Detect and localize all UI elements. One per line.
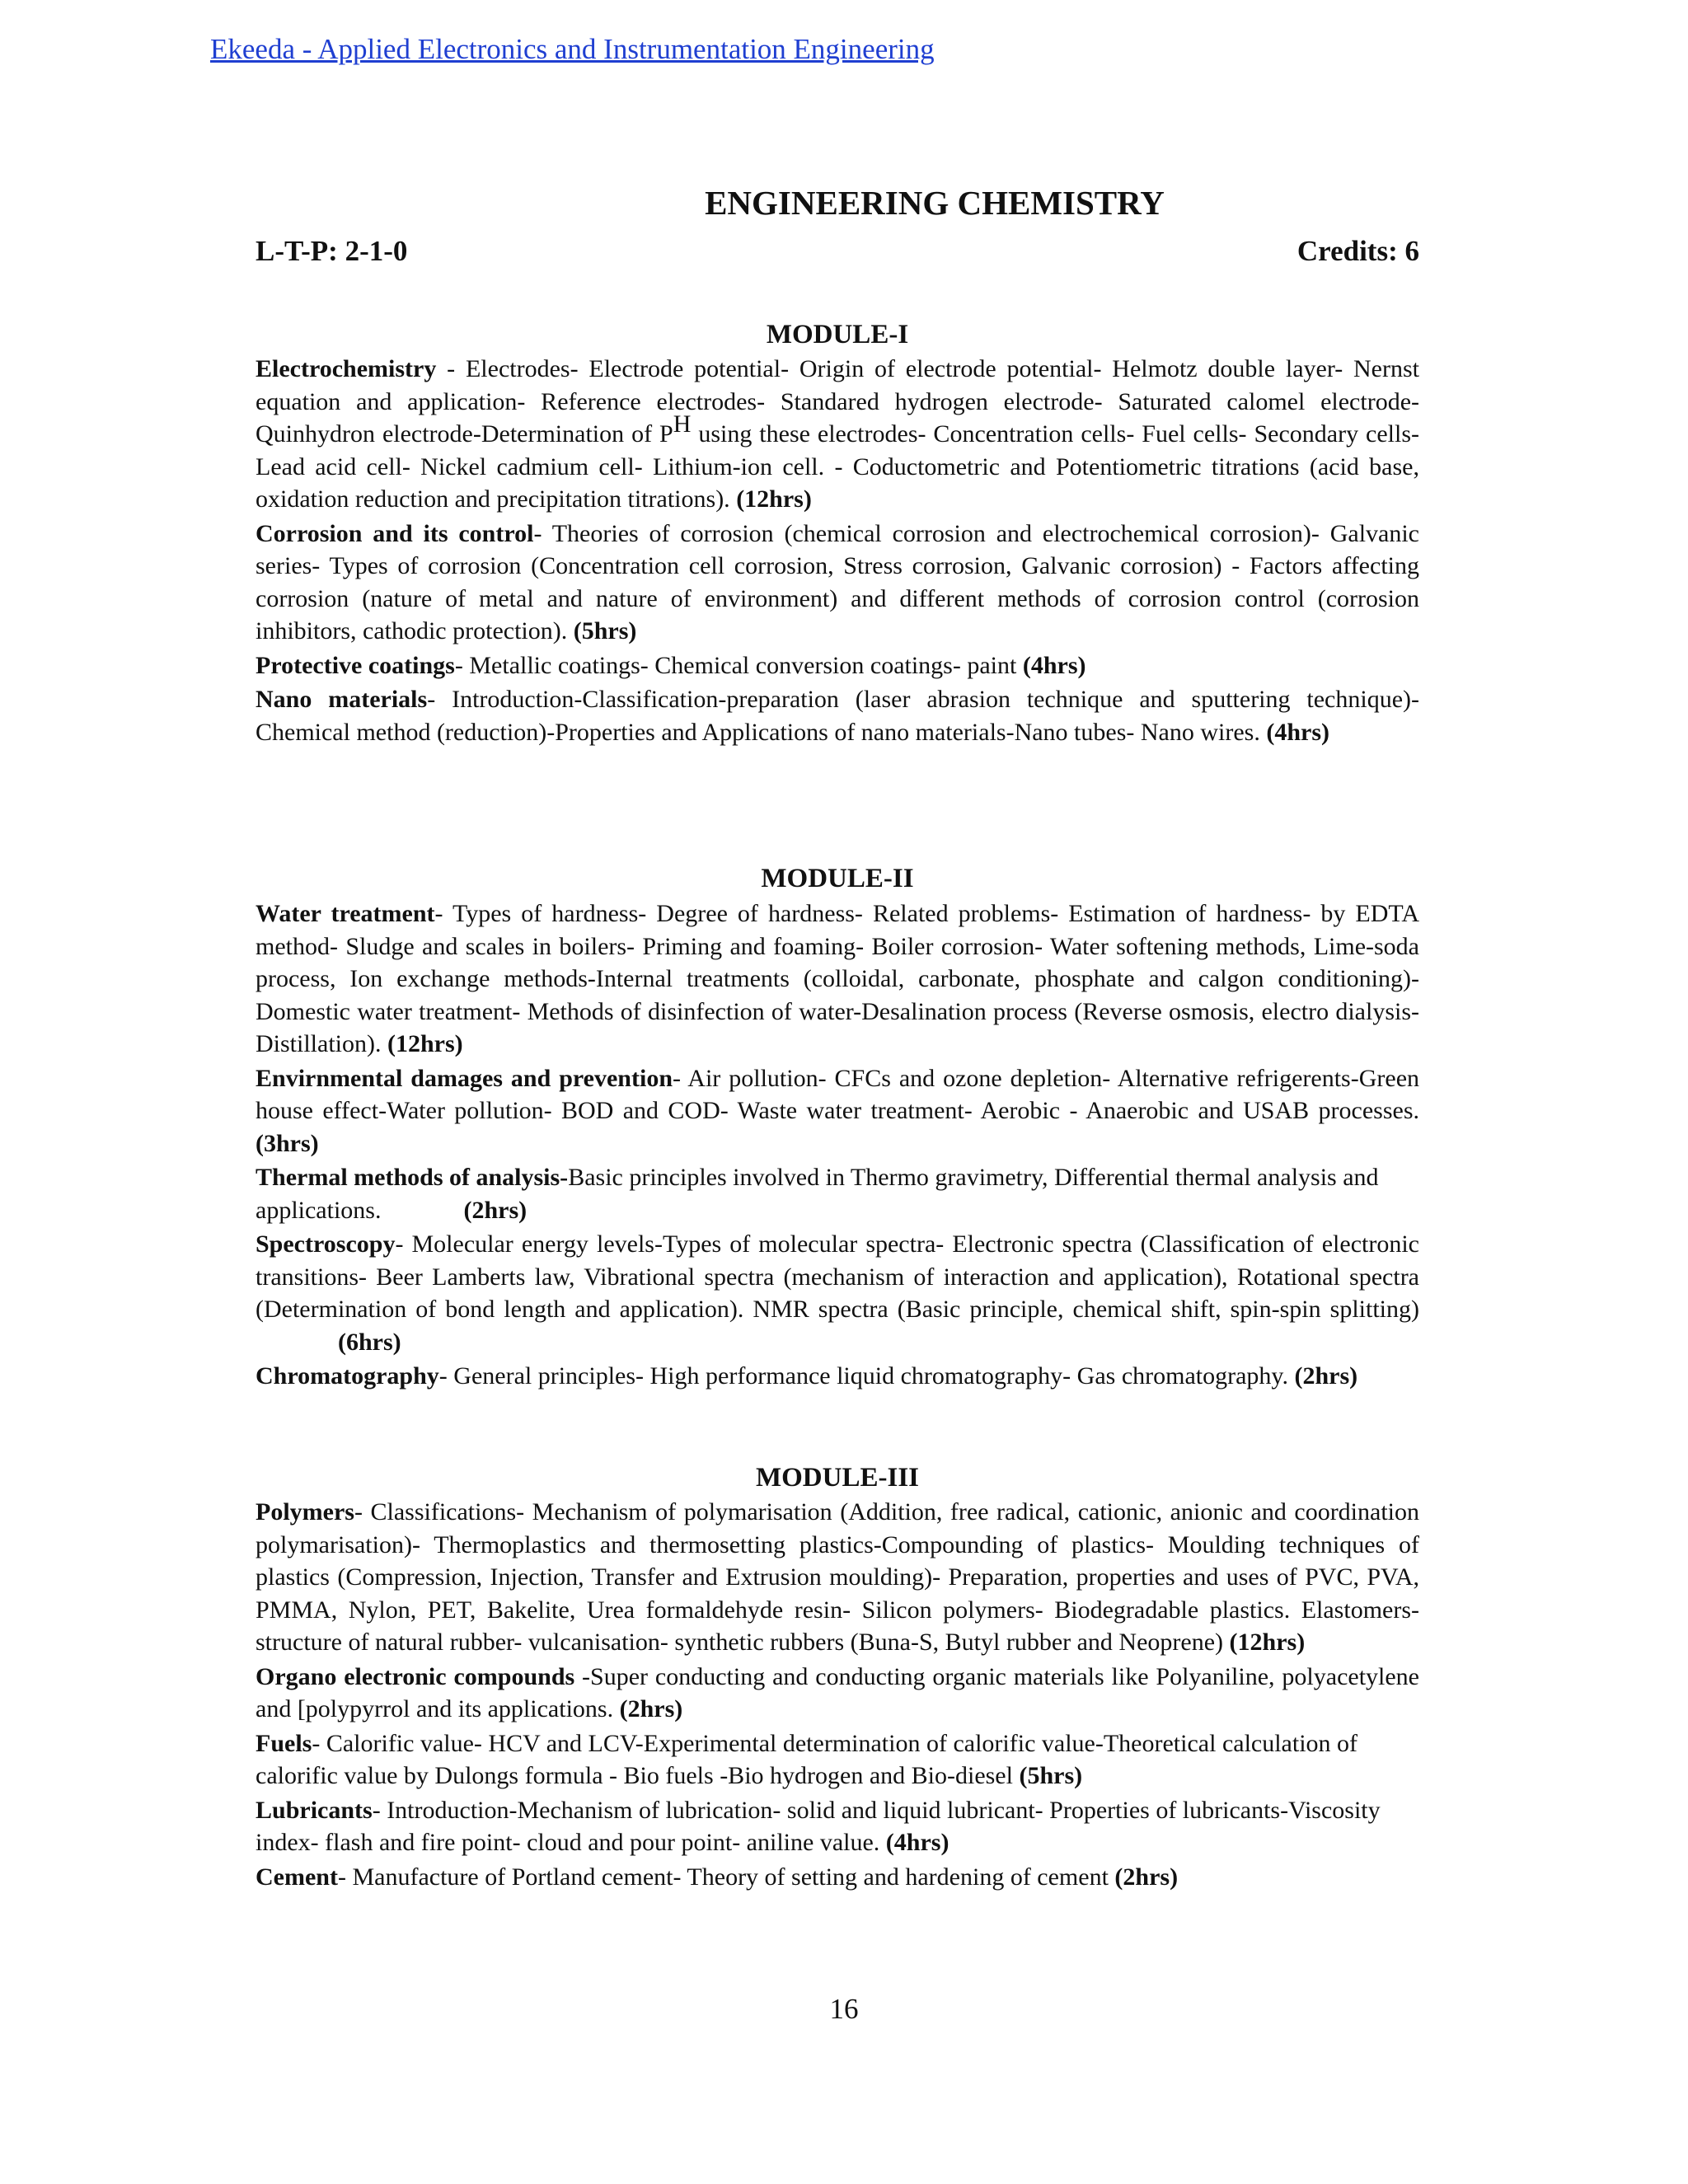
topic-hours: (4hrs) <box>885 1829 950 1856</box>
topic-hours: (12hrs) <box>1229 1629 1306 1656</box>
ph-symbol <box>659 410 692 448</box>
topic-text: - Calorific value- HCV and LCV-Experimental determination of calorific value-Theoretical calculation of calorific value by Dulongs formula - Bio fuels -Bio hydrogen and Bio-diesel <box>256 1729 1358 1789</box>
topic-spectroscopy <box>256 1228 1419 1358</box>
topic-hours: (5hrs) <box>573 617 637 644</box>
topic-hours: (12hrs) <box>736 485 812 513</box>
topic-polymers <box>256 1496 1419 1659</box>
module-1-heading: MODULE-I <box>766 320 909 349</box>
topic-corrosion <box>256 518 1419 648</box>
topic-title: Protective coatings <box>256 651 455 679</box>
ph-base: P <box>659 420 673 448</box>
topic-nano-materials <box>256 683 1419 748</box>
module-3-body <box>256 1496 1419 1895</box>
topic-title: Lubricants <box>256 1796 373 1824</box>
topic-text: using these electrodes- Concentration cells- Fuel cells- Secondary cells- Lead acid cell- Nickel cadmium cell- Lithium-ion cell. - Coductometric and Potentiometric titrations (acid base, oxidation reduction and precipitation titrations). <box>256 420 1419 513</box>
topic-title: Organo electronic compounds <box>256 1662 575 1690</box>
topic-hours: (2hrs) <box>1114 1863 1179 1891</box>
topic-hours: (5hrs) <box>1019 1762 1083 1789</box>
topic-text: Basic principles involved in Thermo gravimetry, Differential thermal analysis and applications. <box>256 1164 1379 1224</box>
module-3-heading: MODULE-III <box>755 1463 920 1493</box>
ekeeda-header-link[interactable]: Ekeeda - Applied Electronics and Instrumentation Engineering <box>210 33 935 65</box>
topic-title: Spectroscopy <box>256 1230 396 1258</box>
topic-title: Nano materials <box>256 686 428 713</box>
topic-chromatography <box>256 1360 1419 1393</box>
topic-title: Thermal methods of analysis- <box>256 1164 569 1191</box>
topic-lubricants <box>256 1794 1419 1859</box>
ltp-label: L-T-P: 2-1-0 <box>256 235 408 267</box>
topic-hours: (2hrs) <box>619 1695 683 1722</box>
topic-hours: (2hrs) <box>1294 1362 1358 1390</box>
credits-label: Credits: 6 <box>1296 235 1419 267</box>
topic-text: - Air pollution- CFCs and ozone depletion- Alternative refrigerents-Green house effect-Water pollution- BOD and COD- Waste water treatment- Aerobic - Anaerobic and USAB processes. <box>256 1064 1420 1124</box>
ph-superscript: H <box>673 410 692 438</box>
topic-text: - Manufacture of Portland cement- Theory of setting and hardening of cement <box>337 1863 1115 1891</box>
page-number: 16 <box>829 1993 859 2025</box>
topic-organo-electronic <box>256 1661 1419 1726</box>
topic-title: Polymers <box>256 1498 354 1526</box>
topic-text: - Electrodes- Electrode potential- Origin of electrode potential- Helmotz double layer- Nernst equation and application- Reference electrodes- Standared hydrogen electrode- Saturated calomel electrode- Quinhydron electrode-Determination of <box>256 355 1419 448</box>
module-1-body <box>256 353 1419 750</box>
topic-hours: (2hrs) <box>463 1196 528 1224</box>
topic-hours: (3hrs) <box>256 1129 319 1157</box>
topic-fuels <box>256 1727 1419 1793</box>
topic-hours: (6hrs) <box>338 1328 401 1356</box>
topic-text: - Types of hardness- Degree of hardness- Related problems- Estimation of hardness- by EDTA method- Sludge and scales in boilers- Priming and foaming- Boiler corrosion- Water softening methods, Lime-soda process, Ion exchange methods-Internal treatments (colloidal, carbonate, phosphate and calgon conditioning)- Domestic water treatment- Methods of disinfection of water-Desalination process (Reverse osmosis, electro dialysis- Distillation). <box>256 900 1419 1057</box>
topic-title: Electrochemistry <box>256 355 437 382</box>
topic-hours: (12hrs) <box>387 1030 463 1057</box>
module-2-body <box>256 898 1419 1394</box>
topic-text: - Classifications- Mechanism of polymarisation (Addition, free radical, cationic, anionic and coordination polymarisation)- Thermoplastics and thermosetting plastics-Compounding of plastics- Moulding techniques of plastics (Compression, Injection, Transfer and Extrusion moulding)- Preparation, properties and uses of PVC, PVA, PMMA, Nylon, PET, Bakelite, Urea formaldehyde resin- Silicon polymers- Biodegradable plastics. Elastomers- structure of natural rubber- vulcanisation- synthetic rubbers (Buna-S, Butyl rubber and Neoprene) <box>256 1498 1419 1656</box>
topic-text: - General principles- High performance liquid chromatography- Gas chromatography. <box>438 1362 1295 1390</box>
topic-hours: (4hrs) <box>1266 718 1329 746</box>
topic-text: - Introduction-Mechanism of lubrication- solid and liquid lubricant- Properties of lubricants-Viscosity index- flash and fire point- cloud and pour point- aniline value. <box>256 1796 1381 1856</box>
topic-title: Corrosion and its control <box>256 519 534 547</box>
topic-title: Fuels <box>256 1729 312 1757</box>
topic-water-treatment <box>256 898 1419 1061</box>
topic-thermal-methods <box>256 1161 1419 1226</box>
topic-protective-coatings <box>256 649 1419 682</box>
course-title: ENGINEERING CHEMISTRY <box>705 184 1165 222</box>
topic-title: Cement <box>256 1863 338 1891</box>
topic-text: -Super conducting and conducting organic materials like Polyaniline, polyacetylene and [polypyrrol and its applications. <box>256 1662 1419 1722</box>
topic-hours: (4hrs) <box>1022 651 1086 679</box>
topic-text: - Metallic coatings- Chemical conversion coatings- paint <box>454 651 1023 679</box>
topic-electrochemistry <box>256 353 1419 516</box>
topic-text: - Theories of corrosion (chemical corrosion and electrochemical corrosion)- Galvanic series- Types of corrosion (Concentration cell corrosion, Stress corrosion, Galvanic corrosion) - Factors affecting corrosion (nature of metal and nature of environment) and different methods of corrosion control (corrosion inhibitors, cathodic protection). <box>256 519 1419 644</box>
topic-text: - Molecular energy levels-Types of molecular spectra- Electronic spectra (Classification of electronic transitions- Beer Lamberts law, Vibrational spectra (mechanism of interaction and application), Rotational spectra (Determination of bond length and application). NMR spectra (Basic principle, chemical shift, spin-spin splitting) <box>256 1230 1419 1323</box>
topic-title: Chromatography <box>256 1362 439 1390</box>
topic-text: - Introduction-Classification-preparation (laser abrasion technique and sputtering technique)- Chemical method (reduction)-Properties and Applications of nano materials-Nano tubes- Nano wires. <box>256 686 1420 746</box>
topic-cement <box>256 1861 1419 1894</box>
topic-environmental-damages <box>256 1062 1419 1160</box>
topic-title: Envirnmental damages and prevention <box>256 1064 673 1092</box>
module-2-heading: MODULE-II <box>761 864 914 893</box>
topic-title: Water treatment <box>256 900 435 927</box>
